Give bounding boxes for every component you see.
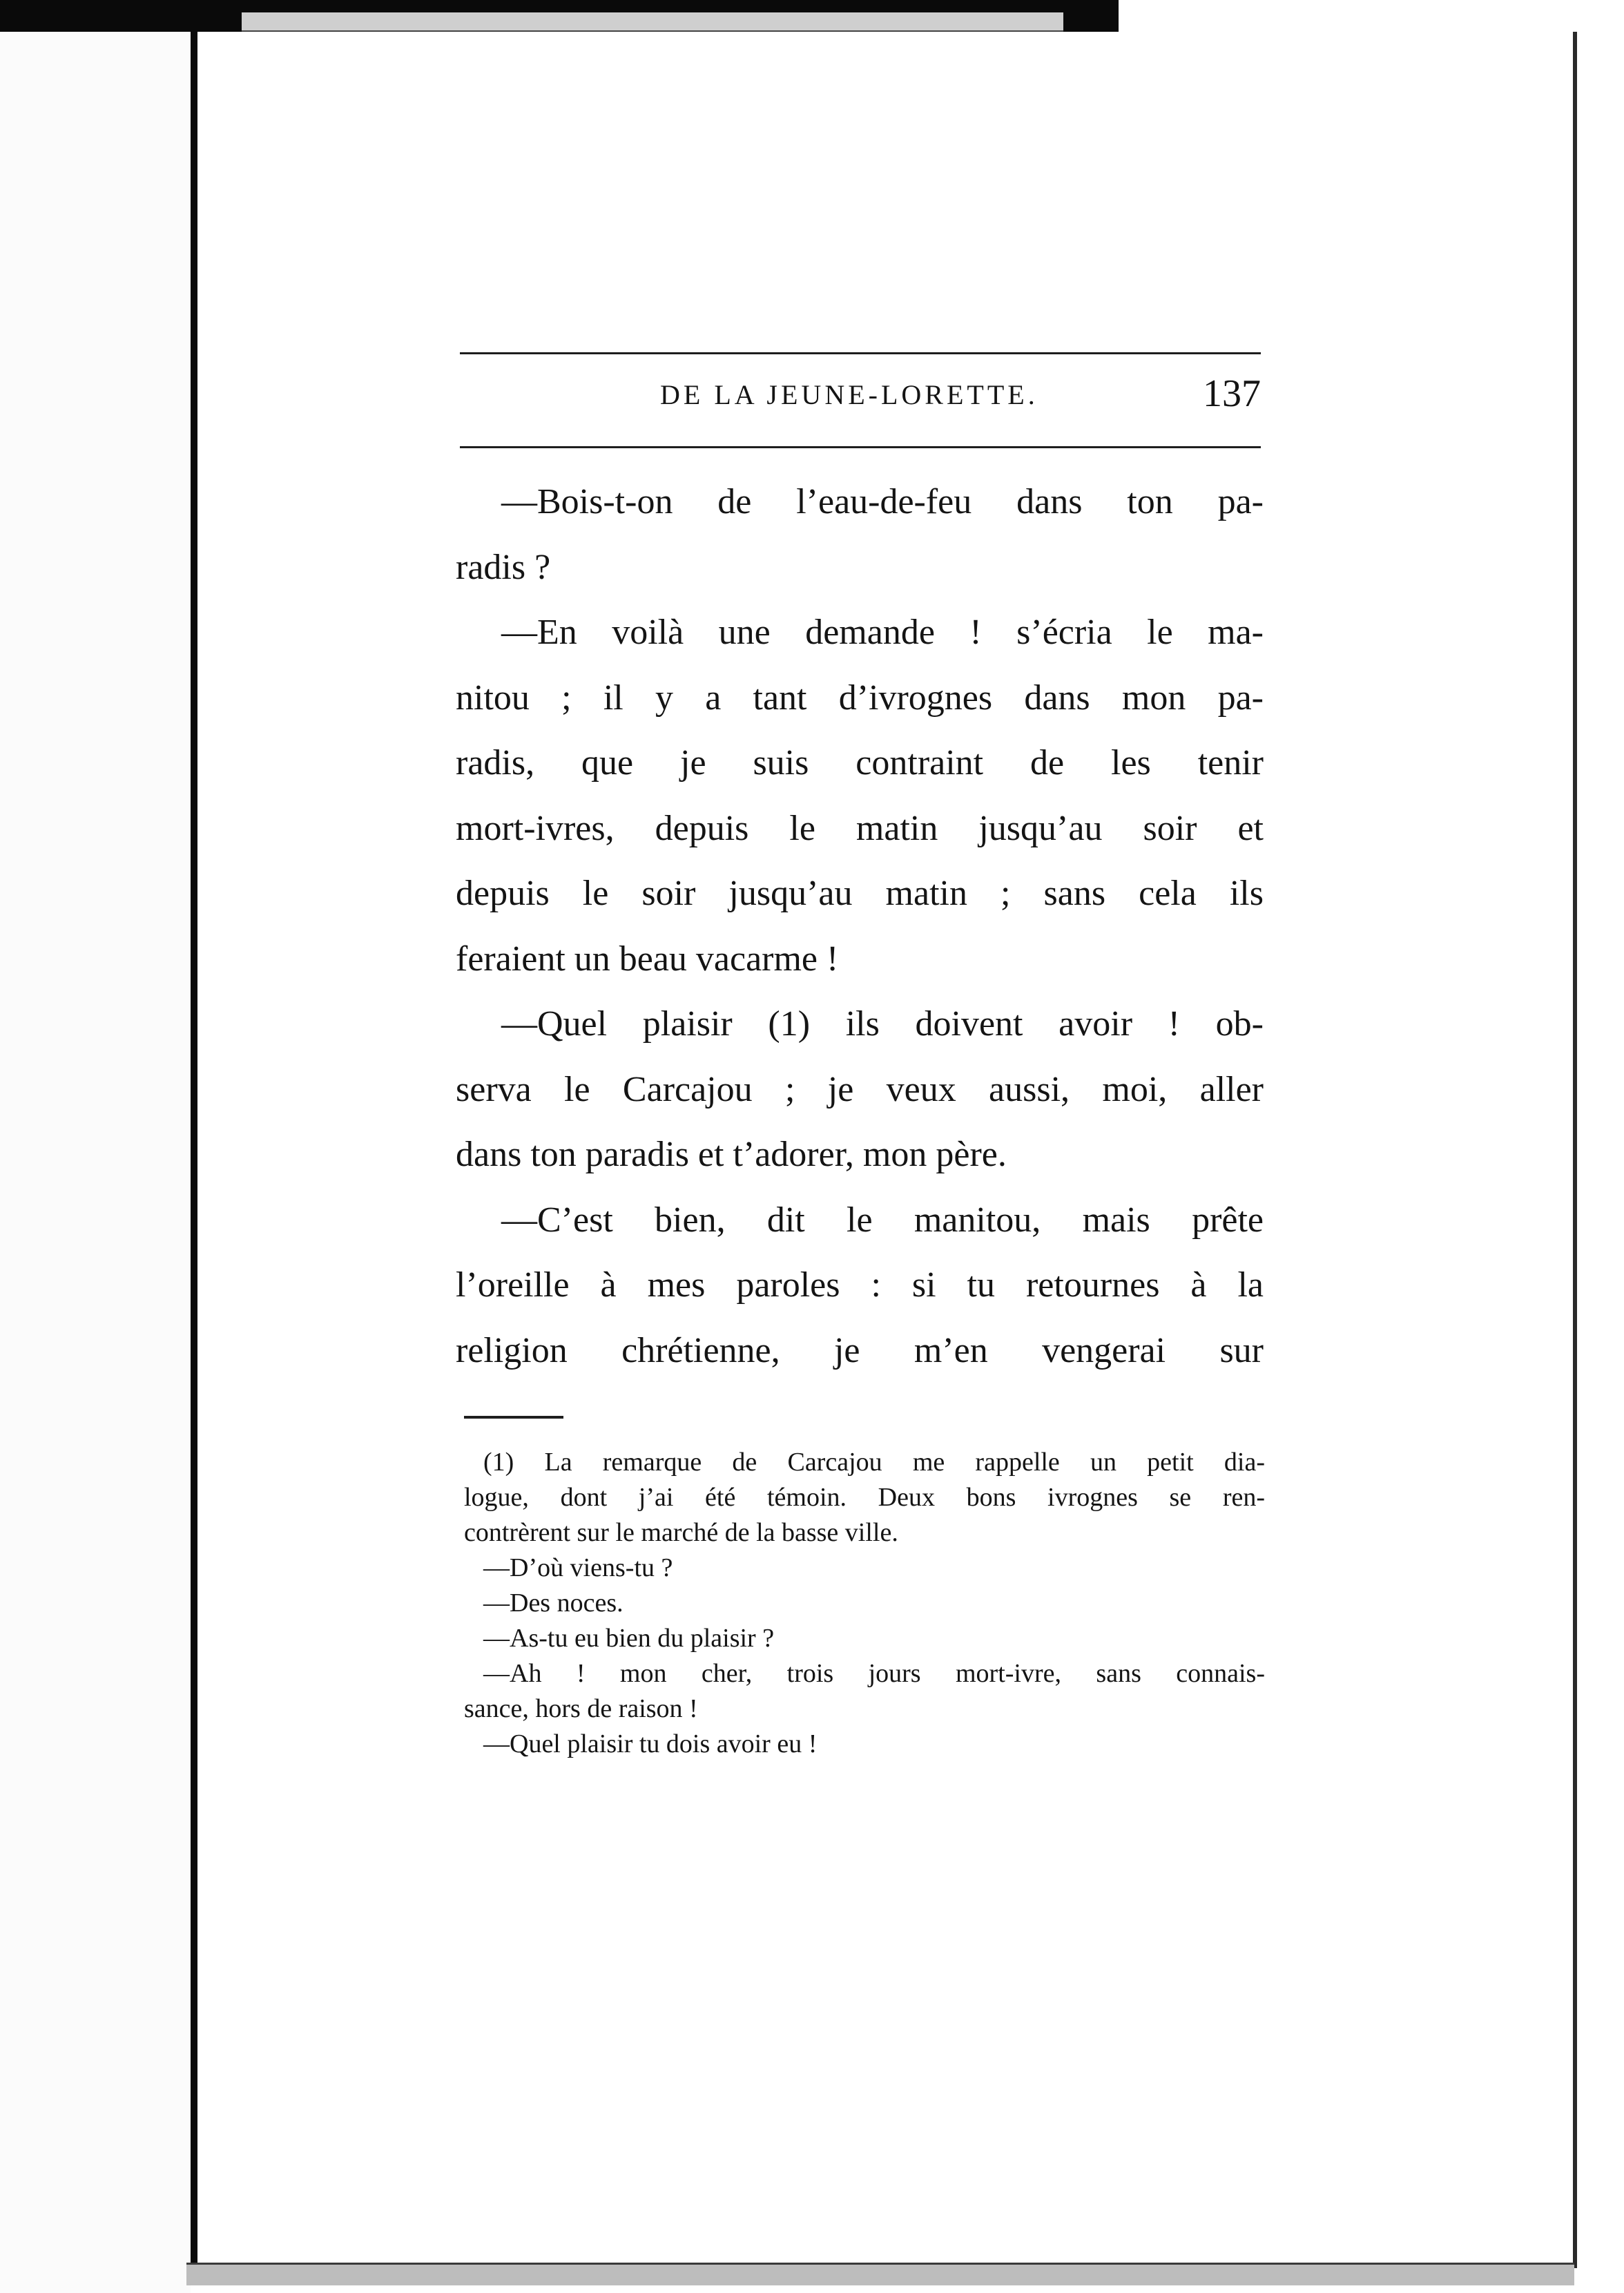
header-rule-bottom [460,446,1261,448]
paragraph [456,1188,1264,1384]
footnote [464,1445,1265,1762]
main-text [456,470,1264,1383]
footnote-line: contrèrent sur le marché de la basse ville. [464,1518,898,1547]
page-edge-strip [242,12,1063,32]
text-line: radis ? [456,547,551,587]
text-line: radis, que je suis contraint de les tenir [456,743,1264,783]
footnote-line: —D’où viens-tu ? [483,1553,673,1582]
text-line: —Bois-t-on de l’eau-de-feu dans ton pa- [501,482,1264,521]
footnote-line: —Des noces. [483,1589,624,1618]
running-head [460,366,1261,428]
paragraph [456,992,1264,1188]
page-edge-bottom [186,2263,1574,2285]
text-line: religion chrétienne, je m’en vengerai sur [456,1330,1264,1370]
footnote-line: —As-tu eu bien du plaisir ? [483,1624,775,1653]
text-line: dans ton paradis et t’adorer, mon père. [456,1135,1007,1174]
running-title: DE LA JEUNE-LORETTE. [660,379,1038,410]
text-line: mort-ivres, depuis le matin jusqu’au soir et [456,808,1264,848]
footnote-rule [464,1416,563,1419]
footnote-line: —Ah ! mon cher, trois jours mort-ivre, sans connais- [483,1659,1265,1688]
text-line: serva le Carcajou ; je veux aussi, moi, aller [456,1069,1264,1109]
text-line: feraient un beau vacarme ! [456,939,839,979]
facing-page-edge [0,32,191,2293]
header-rule-top [460,352,1261,354]
footnote-line: —Quel plaisir tu dois avoir eu ! [483,1729,818,1758]
text-line: —En voilà une demande ! s’écria le ma- [501,613,1264,652]
scan-margin-right [1577,41,1624,2293]
text-line: l’oreille à mes paroles : si tu retournes à la [456,1265,1264,1305]
footnote-line: logue, dont j’ai été témoin. Deux bons ivrognes se ren- [464,1483,1265,1512]
text-line: nitou ; il y a tant d’ivrognes dans mon pa- [456,678,1264,718]
book-gutter [191,21,197,2265]
text-line: depuis le soir jusqu’au matin ; sans cela ils [456,874,1264,913]
text-line: —C’est bien, dit le manitou, mais prête [501,1200,1264,1240]
text-line: —Quel plaisir (1) ils doivent avoir ! ob- [501,1004,1264,1044]
paragraph [456,470,1264,600]
footnote-line: sance, hors de raison ! [464,1694,698,1723]
paragraph [456,600,1264,992]
footnote-line: (1) La remarque de Carcajou me rappelle un petit dia- [483,1448,1265,1477]
page-number: 137 [1203,372,1261,415]
